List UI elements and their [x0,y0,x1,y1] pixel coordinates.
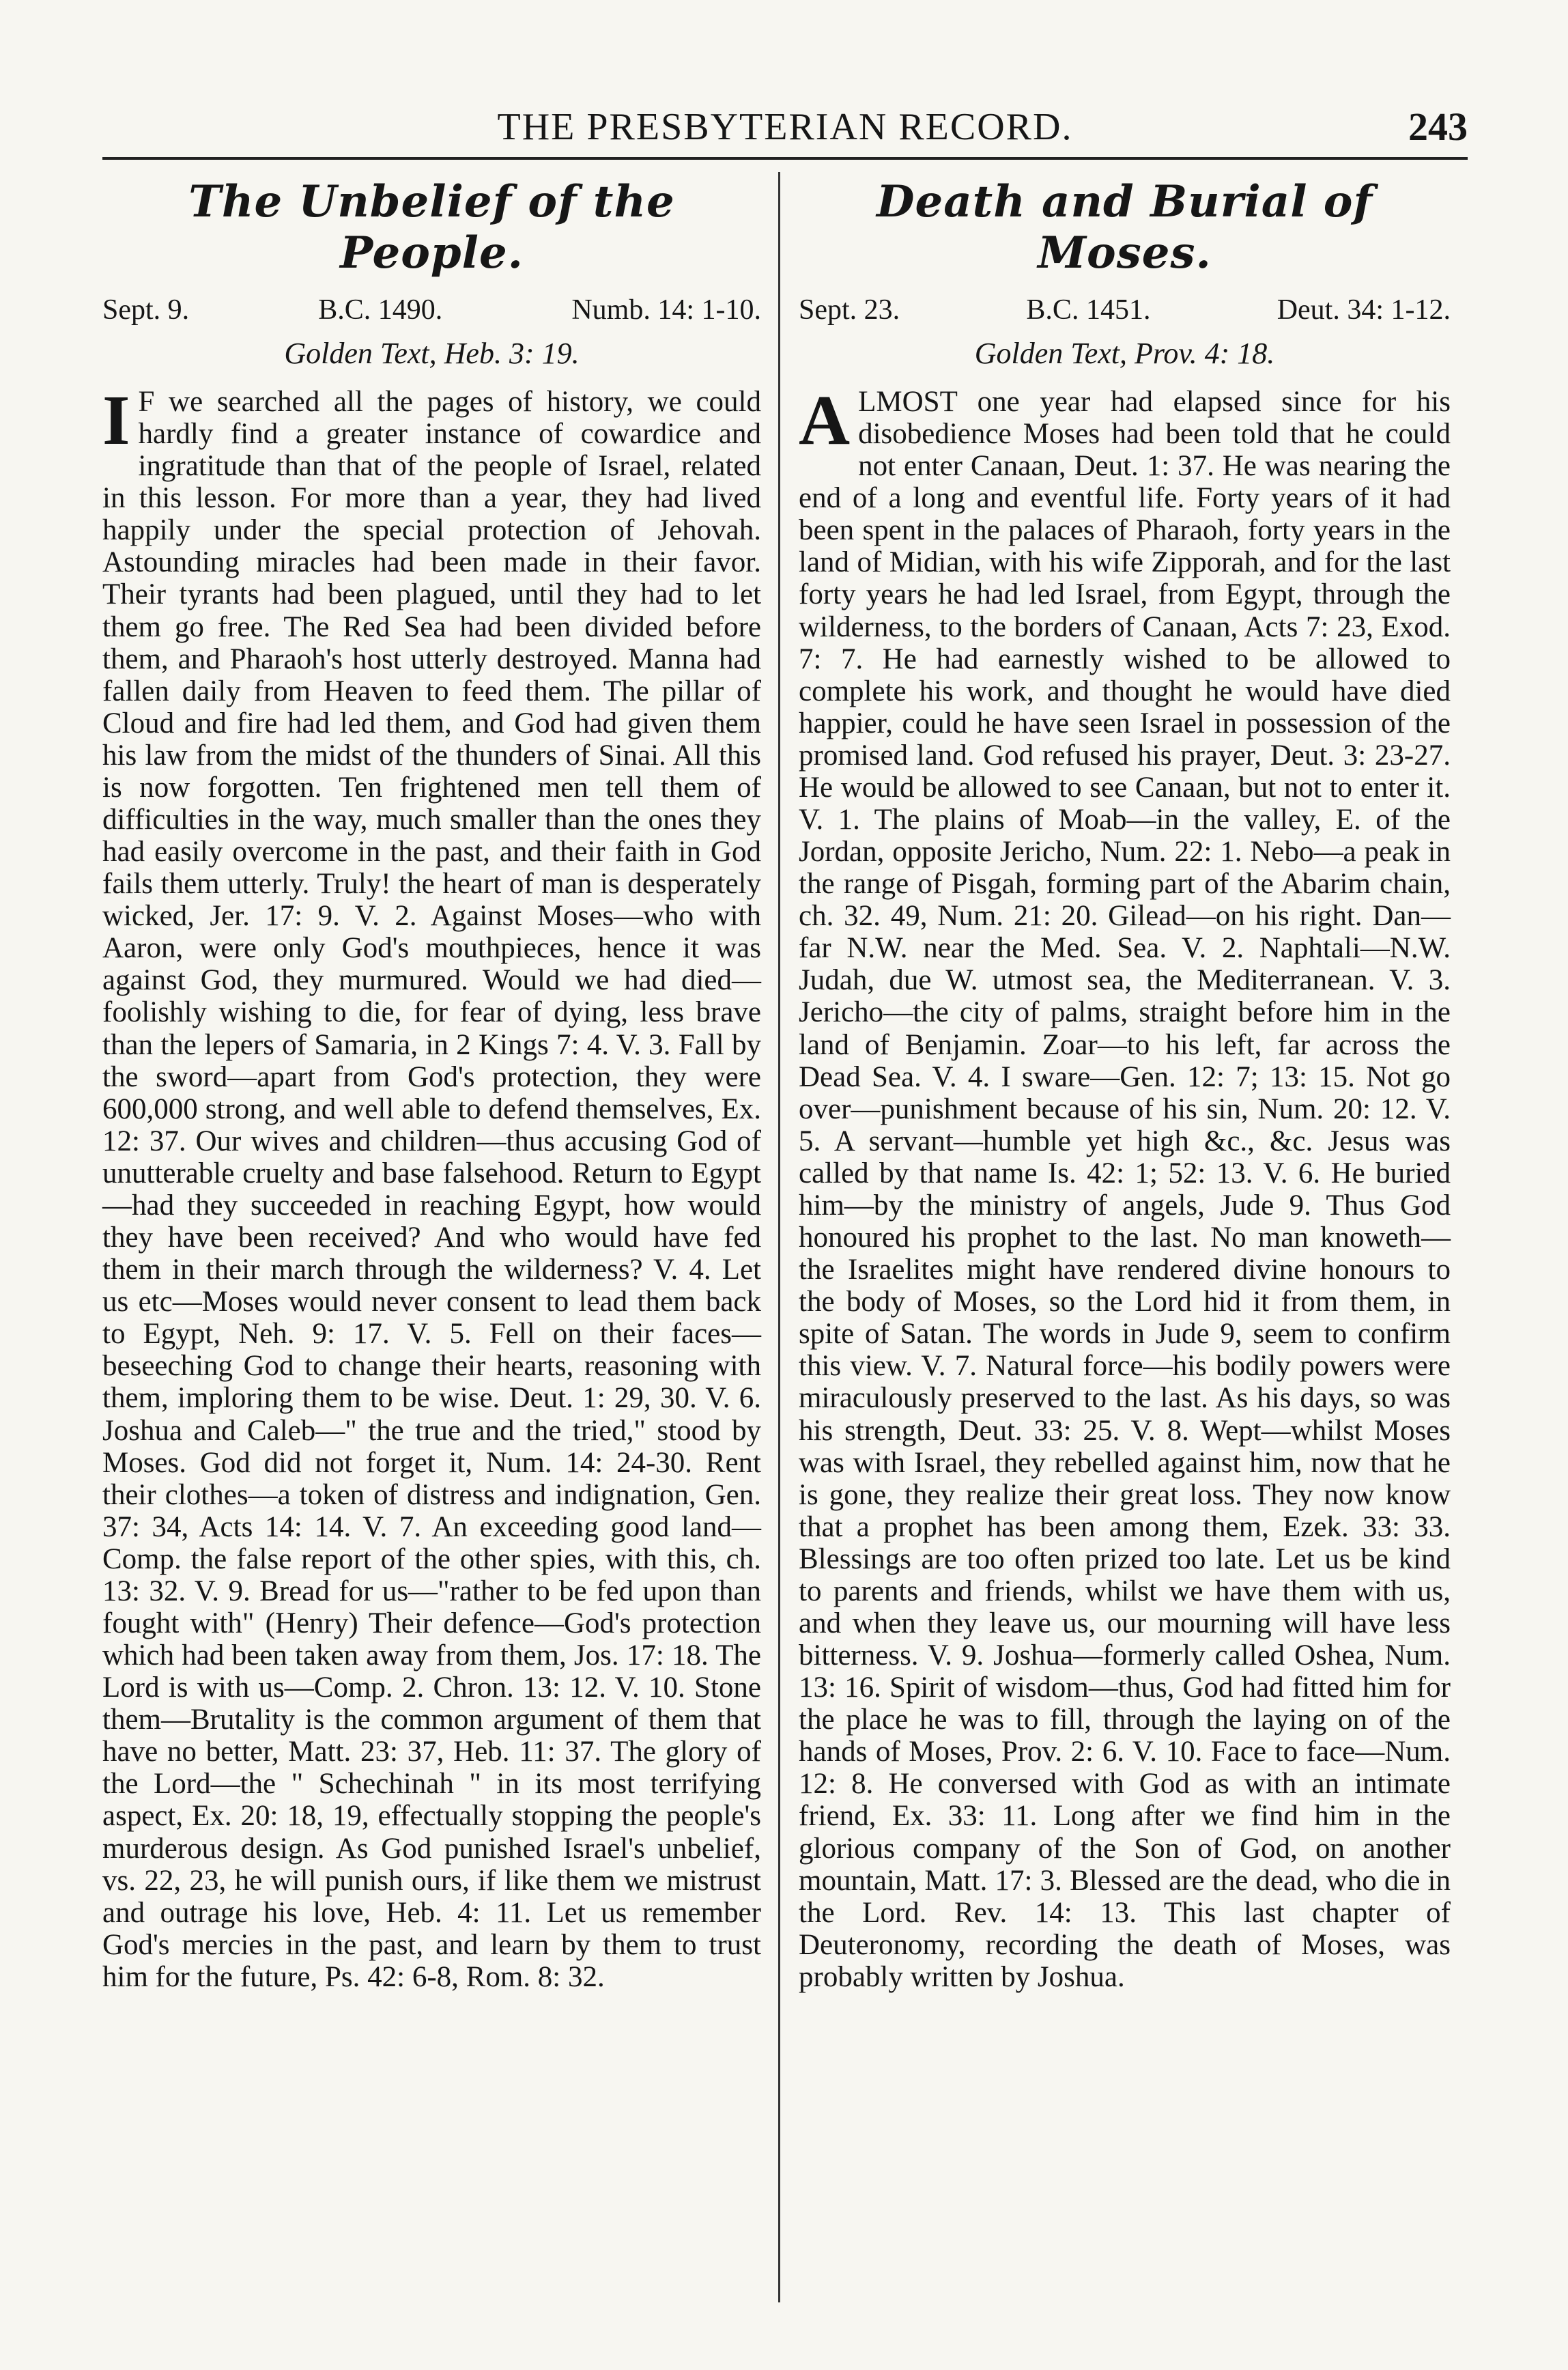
page [102,96,1468,1993]
lesson-body-text: F we searched all the pages of history, we could hardly find a greater instance of cowardice and ingratitude than that of the people of Israel, related in this lesson. For more than a year, they had lived happily under the special protection of Jehovah. Astounding miracles had been made in their favor. Their tyrants had been plagued, until they had to let them go free. The Red Sea had been divided before them, and Pharaoh's host utterly destroyed. Manna had fallen daily from Heaven to feed them. The pillar of Cloud and fire had led them, and God had given them his law from the midst of the thunders of Sinai. All this is now forgotten. Ten frightened men tell them of difficulties in the way, much smaller than the ones they had easily overcome in the past, and their faith in God fails them utterly. Truly! the heart of man is desperately wicked, Jer. 17: 9. V. 2. Against Moses—who with Aaron, were only God's mouthpieces, hence it was against God, they murmured. Would we had died—foolishly wishing to die, for fear of dying, less brave than the lepers of Samaria, in 2 Kings 7: 4. V. 3. Fall by the sword—apart from God's protection, they were 600,000 strong, and well able to defend themselves, Ex. 12: 37. Our wives and children—thus accusing God of unutterable cruelty and base falsehood. Return to Egypt—had they succeeded in reaching Egypt, how would they have been received? And who would have fed them in their march through the wilderness? V. 4. Let us etc—Moses would never consent to lead them back to Egypt, Neh. 9: 17. V. 5. Fell on their faces—beseeching God to change their hearts, reasoning with them, imploring them to be wise. Deut. 1: 29, 30. V. 6. Joshua and Caleb—" the true and the tried," stood by Moses. God did not forget it, Num. 14: 24-30. Rent their clothes—a token of distress and indignation, Gen. 37: 34, Acts 14: 14. V. 7. An exceeding good land—Comp. the false report of the other spies, with this, ch. 13: 32. V. 9. Bread for us—"rather to be fed upon than fought with" (Henry) Their defence—God's protection which had been taken away from them, Jos. 17: 18. The Lord is with us—Comp. 2. Chron. 13: 12. V. 10. Stone them—Brutality is the common argument of them that have no better, Matt. 23: 37, Heb. 11: 37. The glory of the Lord—the " Schechinah " in its most terrifying aspect, Ex. 20: 18, 19, effectually stopping the people's murderous design. As God punished Israel's unbelief, vs. 22, 23, he will punish ours, if like them we mistrust and outrage his love, Heb. 4: 11. Let us remember God's mercies in the past, and learn by them to trust him for the future, Ps. 42: 6-8, Rom. 8: 32. [102,386,761,1993]
lesson-body [799,381,1451,1993]
lesson-meta [799,294,1451,326]
lesson-date: Sept. 9. [102,294,190,326]
golden-text: Golden Text, Prov. 4: 18. [974,337,1275,370]
lesson-title: Death and Burial of Moses. [876,176,1373,279]
lesson-meta [102,294,761,326]
lesson-columns [102,172,1468,1993]
lesson-title: The Unbelief of the People. [188,176,675,279]
lesson-body-text: LMOST one year had elapsed since for his disobedience Moses had been told that he could not enter Canaan, Deut. 1: 37. He was nearing the end of a long and eventful life. Forty years of it had been spent in the palaces of Pharaoh, forty years in the land of Midian, with his wife Zipporah, and for the last forty years he had led Israel, from Egypt, through the wilderness, to the borders of Canaan, Acts 7: 23, Exod. 7: 7. He had earnestly wished to be allowed to complete his work, and thought he would have died happier, could he have seen Israel in possession of the promised land. God refused his prayer, Deut. 3: 23-27. He would be allowed to see Canaan, but not to enter it. V. 1. The plains of Moab—in the valley, E. of the Jordan, opposite Jericho, Num. 22: 1. Nebo—a peak in the range of Pisgah, forming part of the Abarim chain, ch. 32. 49, Num. 21: 20. Gilead—on his right. Dan—far N.W. near the Med. Sea. V. 2. Naphtali—N.W. Judah, due W. utmost sea, the Mediterranean. V. 3. Jericho—the city of palms, straight before him in the land of Benjamin. Zoar—to his left, far across the Dead Sea. V. 4. I sware—Gen. 12: 7; 13: 15. Not go over—punishment because of his sin, Num. 20: 12. V. 5. A servant—humble yet high &c., &c. Jesus was called by that name Is. 42: 1; 52: 13. V. 6. He buried him—by the ministry of angels, Jude 9. Thus God honoured his prophet to the last. No man knoweth—the Israelites might have rendered divine honours to the body of Moses, so the Lord hid it from them, in spite of Satan. The words in Jude 9, seem to confirm this view. V. 7. Natural force—his bodily powers were miraculously preserved to the last. As his days, so was his strength, Deut. 33: 25. V. 8. Wept—whilst Moses was with Israel, they rebelled against him, now that he is gone, they realize their great loss. They now know that a prophet has been among them, Ezek. 33: 33. Blessings are too often prized too late. Let us be kind to parents and friends, whilst we have them with us, and when they leave us, our mourning will have less bitterness. V. 9. Joshua—formerly called Oshea, Num. 13: 16. Spirit of wisdom—thus, God had fitted him for the place he was to fill, through the laying on of the hands of Moses, Prov. 2: 6. V. 10. Face to face—Num. 12: 8. He conversed with God as with an intimate friend, Ex. 33: 11. Long after we find him in the glorious company of the Son of God, on another mountain, Matt. 17: 3. Blessed are the dead, who die in the Lord. Rev. 14: 13. This last chapter of Deuteronomy, recording the death of Moses, was probably written by Joshua. [799,386,1451,1993]
journal-title: THE PRESBYTERIAN RECORD. [497,106,1073,148]
lesson-reference: Deut. 34: 1-12. [1277,294,1451,326]
lesson-reference: Numb. 14: 1-10. [571,294,761,326]
golden-text: Golden Text, Heb. 3: 19. [284,337,580,370]
right-lesson [792,172,1451,1993]
drop-cap: A [799,381,851,460]
lesson-year: B.C. 1451. [1026,294,1151,326]
column-divider [778,172,780,2302]
lesson-year: B.C. 1490. [318,294,443,326]
lesson-date: Sept. 23. [799,294,900,326]
running-head [102,96,1468,160]
page-number: 243 [1408,104,1468,149]
drop-cap: I [102,381,130,460]
lesson-body [102,381,761,1993]
left-lesson [102,172,761,1993]
